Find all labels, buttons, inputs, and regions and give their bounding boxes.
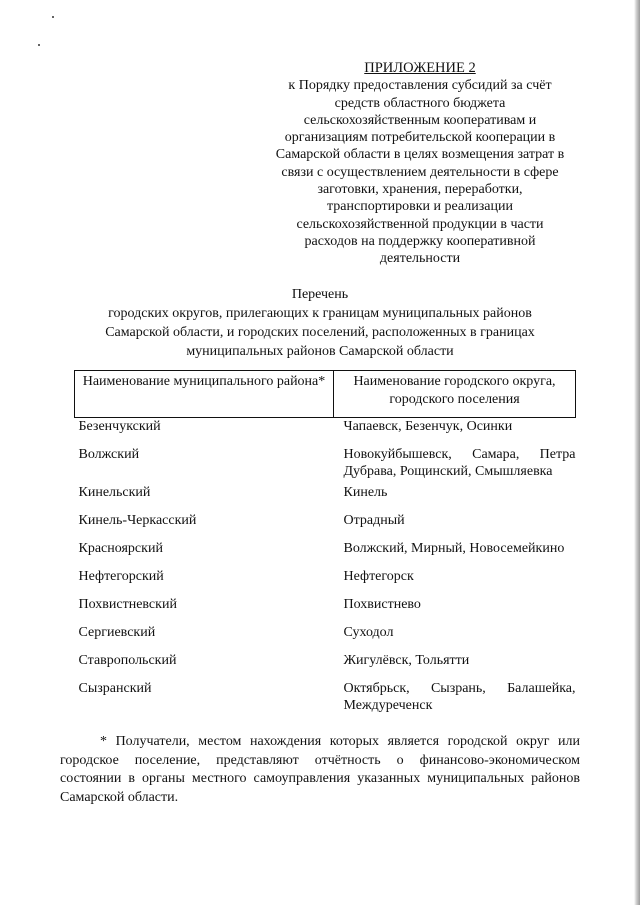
settlement-cell: Нефтегорск: [343, 568, 414, 584]
footnote: * Получатели, местом нахождения которых является городской округ или городское поселение, представляют отчётность о финансово-экономическом состоянии в органы местного самоуправления указанных муниципальных районов Самарской области.: [60, 734, 580, 805]
appendix-line: средств областного бюджета: [334, 95, 506, 111]
table-header-row: [75, 371, 576, 418]
district-cell: Кинельский: [78, 484, 151, 500]
settlement-cell: Жигулёвск, Тольятти: [343, 652, 470, 668]
table-row: [75, 484, 576, 512]
settlement-cell: Кинель: [343, 484, 388, 500]
list-subtitle-line: муниципальных районов Самарской области: [186, 344, 454, 359]
settlement-cell: Чапаевск, Безенчук, Осинки: [343, 419, 513, 434]
table-row: [75, 624, 576, 652]
appendix-line: организациям потребительской кооперации в: [284, 130, 556, 146]
settlement-cell: Октябрьск, Сызрань, Балашейка, Междуреченск: [343, 680, 576, 713]
scan-edge: [634, 0, 640, 905]
list-subtitle-line: Самарской области, и городских поселений, расположенных в границах: [105, 325, 535, 340]
appendix-line: заготовки, хранения, переработки,: [317, 182, 523, 198]
district-cell: Нефтегорский: [78, 568, 164, 584]
table-row: [75, 652, 576, 680]
district-cell: Волжский: [78, 446, 140, 462]
district-cell: Красноярский: [78, 540, 163, 556]
list-heading: [60, 285, 580, 361]
appendix-line: сельскохозяйственным кооперативам и: [303, 112, 537, 128]
appendix-line: расходов на поддержку кооперативной: [304, 233, 536, 249]
column-header-district: Наименование муниципального района*: [75, 371, 334, 418]
district-cell: Кинель-Черкасский: [78, 512, 197, 528]
district-cell: Безенчукский: [78, 419, 161, 434]
appendix-header: [250, 60, 590, 268]
appendix-line: Самарской области в целях возмещения затрат в: [275, 147, 565, 163]
table-row: [75, 446, 576, 484]
appendix-line: сельскохозяйственной продукции в части: [296, 216, 544, 232]
appendix-title: ПРИЛОЖЕНИЕ 2: [364, 60, 476, 76]
district-cell: Ставропольский: [78, 652, 177, 668]
settlement-cell: Отрадный: [343, 512, 405, 528]
table-row: [75, 540, 576, 568]
appendix-line: связи с осуществлением деятельности в сфере: [281, 164, 559, 180]
district-cell: Сергиевский: [78, 624, 156, 640]
list-title: Перечень: [291, 287, 349, 302]
districts-table: [74, 370, 576, 718]
appendix-line: к Порядку предоставления субсидий за счёт: [288, 78, 552, 94]
district-cell: Сызранский: [78, 680, 152, 696]
table-row: [75, 596, 576, 624]
settlement-cell: Новокуйбышевск, Самара, Петра Дубрава, Рощинский, Смышляевка: [343, 446, 576, 479]
column-header-settlement: Наименование городского округа, городского поселения: [334, 371, 576, 418]
settlement-cell: Похвистнево: [343, 596, 421, 612]
scan-speck: [38, 44, 40, 46]
table-row: [75, 568, 576, 596]
settlement-cell: Суходол: [343, 624, 394, 640]
list-subtitle-line: городских округов, прилегающих к границам муниципальных районов: [108, 306, 532, 321]
table-row: [75, 418, 576, 446]
scan-speck: [52, 16, 54, 18]
appendix-line: деятельности: [379, 251, 461, 267]
table-row: [75, 512, 576, 540]
table-row: [75, 680, 576, 718]
district-cell: Похвистневский: [78, 596, 177, 612]
appendix-line: транспортировки и реализации: [327, 199, 513, 215]
settlement-cell: Волжский, Мирный, Новосемейкино: [343, 540, 565, 556]
